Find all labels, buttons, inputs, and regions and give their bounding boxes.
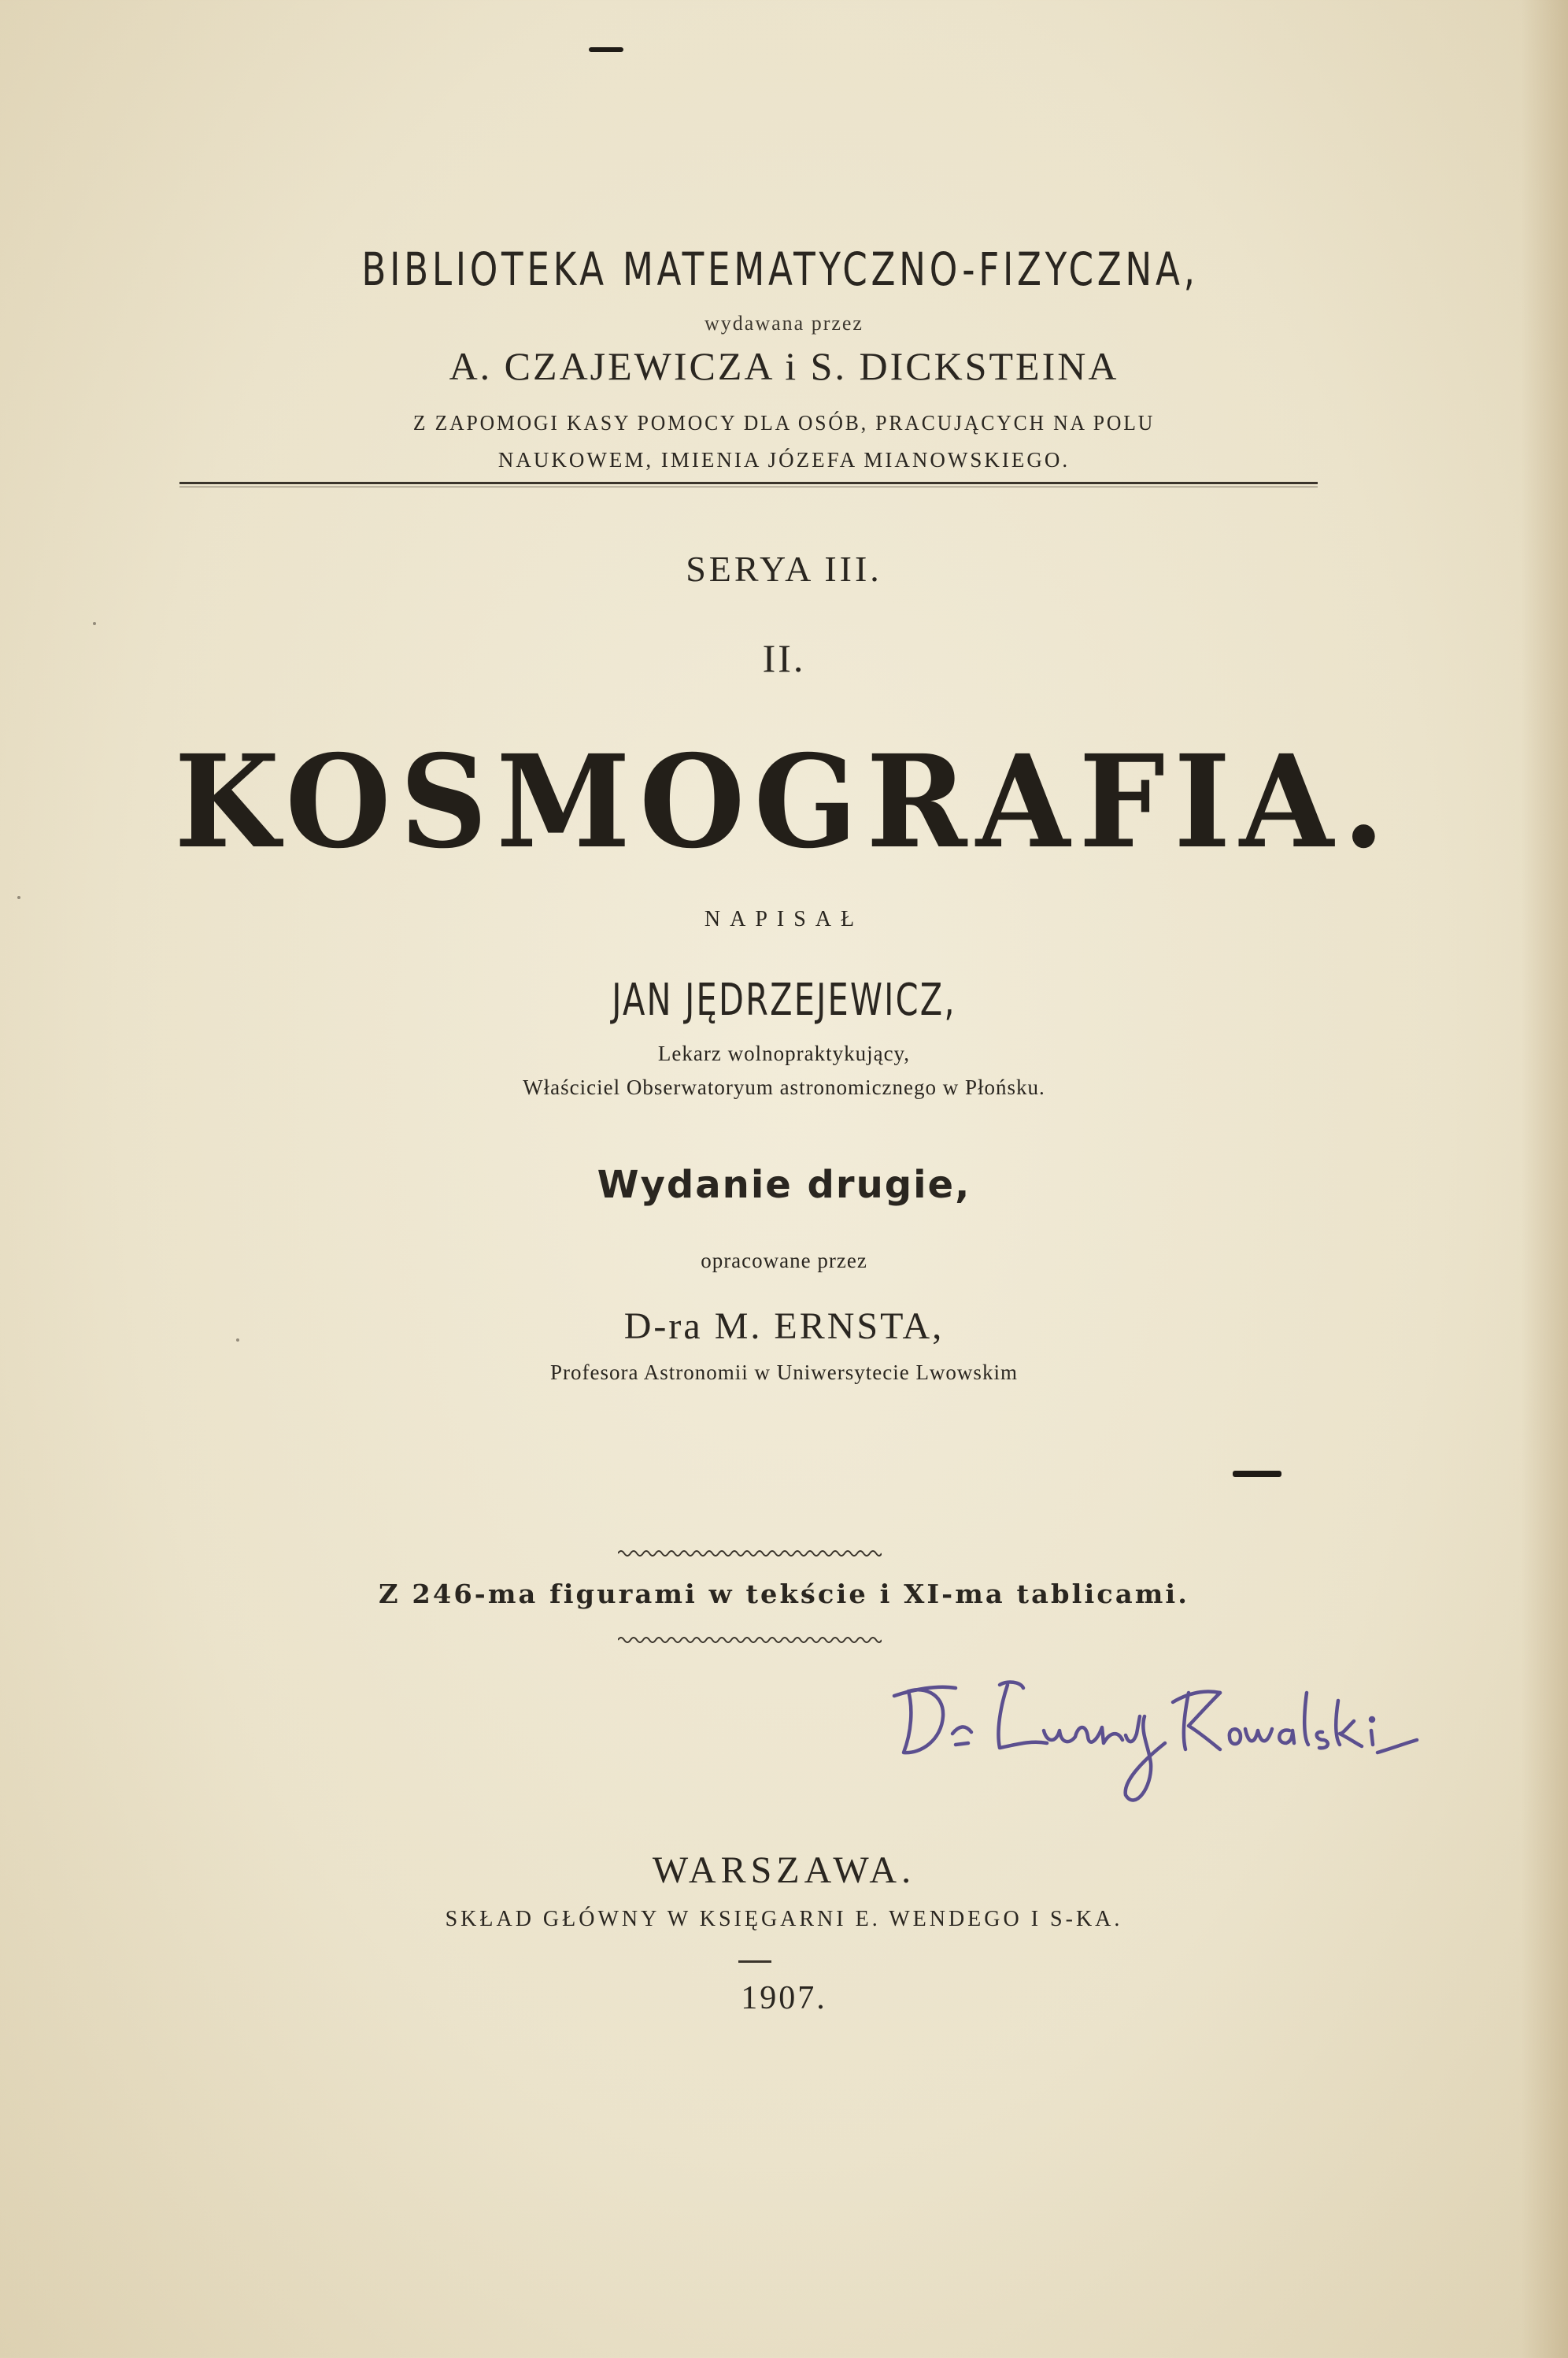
editors: A. CZAJEWICZA i S. DICKSTEINA [449, 344, 1119, 388]
edition-label: Wydanie drugie, [597, 1163, 971, 1207]
subsidy-line-1: Z ZAPOMOGI KASY POMOCY DLA OSÓB, PRACUJĄCYCH NA POLU [412, 411, 1156, 435]
subsidy-line-2: NAUKOWEM, IMIENIA JÓZEFA MIANOWSKIEGO. [497, 448, 1071, 472]
published-by-label: wydawana przez [704, 312, 864, 335]
imprint-divider [738, 1960, 771, 1963]
volume-number: II. [762, 636, 806, 680]
imprint-city: WARSZAWA. [652, 1849, 916, 1891]
handwritten-signature [889, 1661, 1425, 1819]
imprint-publisher: SKŁAD GŁÓWNY W KSIĘGARNI E. WENDEGO I S-KA. [445, 1907, 1123, 1931]
imprint-year: 1907. [741, 1980, 827, 2016]
figures-note: Z 246-ma figurami w tekście i XI-ma tablicami. [378, 1579, 1190, 1609]
author-name: JAN JĘDRZEJEWICZ, [612, 975, 956, 1026]
book-title: KOSMOGRAFIA. [174, 727, 1394, 877]
reviser-role: Profesora Astronomii w Uniwersytecie Lwowskim [550, 1360, 1018, 1384]
revised-by-label: opracowane przez [701, 1249, 867, 1272]
ink-mark [589, 47, 623, 52]
wavy-divider-top [618, 1548, 882, 1559]
ink-mark [1233, 1471, 1281, 1477]
reviser-name: D-ra M. ERNSTA, [623, 1305, 945, 1347]
wrote-label: NAPISAŁ [704, 907, 864, 931]
library-title: BIBLIOTEKA MATEMATYCZNO-FIZYCZNA, [361, 242, 1199, 296]
paper-speck [93, 622, 96, 625]
paper-speck [17, 896, 20, 899]
author-role-1: Lekarz wolnopraktykujący, [657, 1042, 911, 1065]
author-role-2: Właściciel Obserwatoryum astronomicznego w Płońsku. [523, 1075, 1045, 1099]
series-label: SERYA III. [686, 549, 882, 589]
header-divider [179, 482, 1318, 484]
wavy-divider-bottom [618, 1634, 882, 1645]
